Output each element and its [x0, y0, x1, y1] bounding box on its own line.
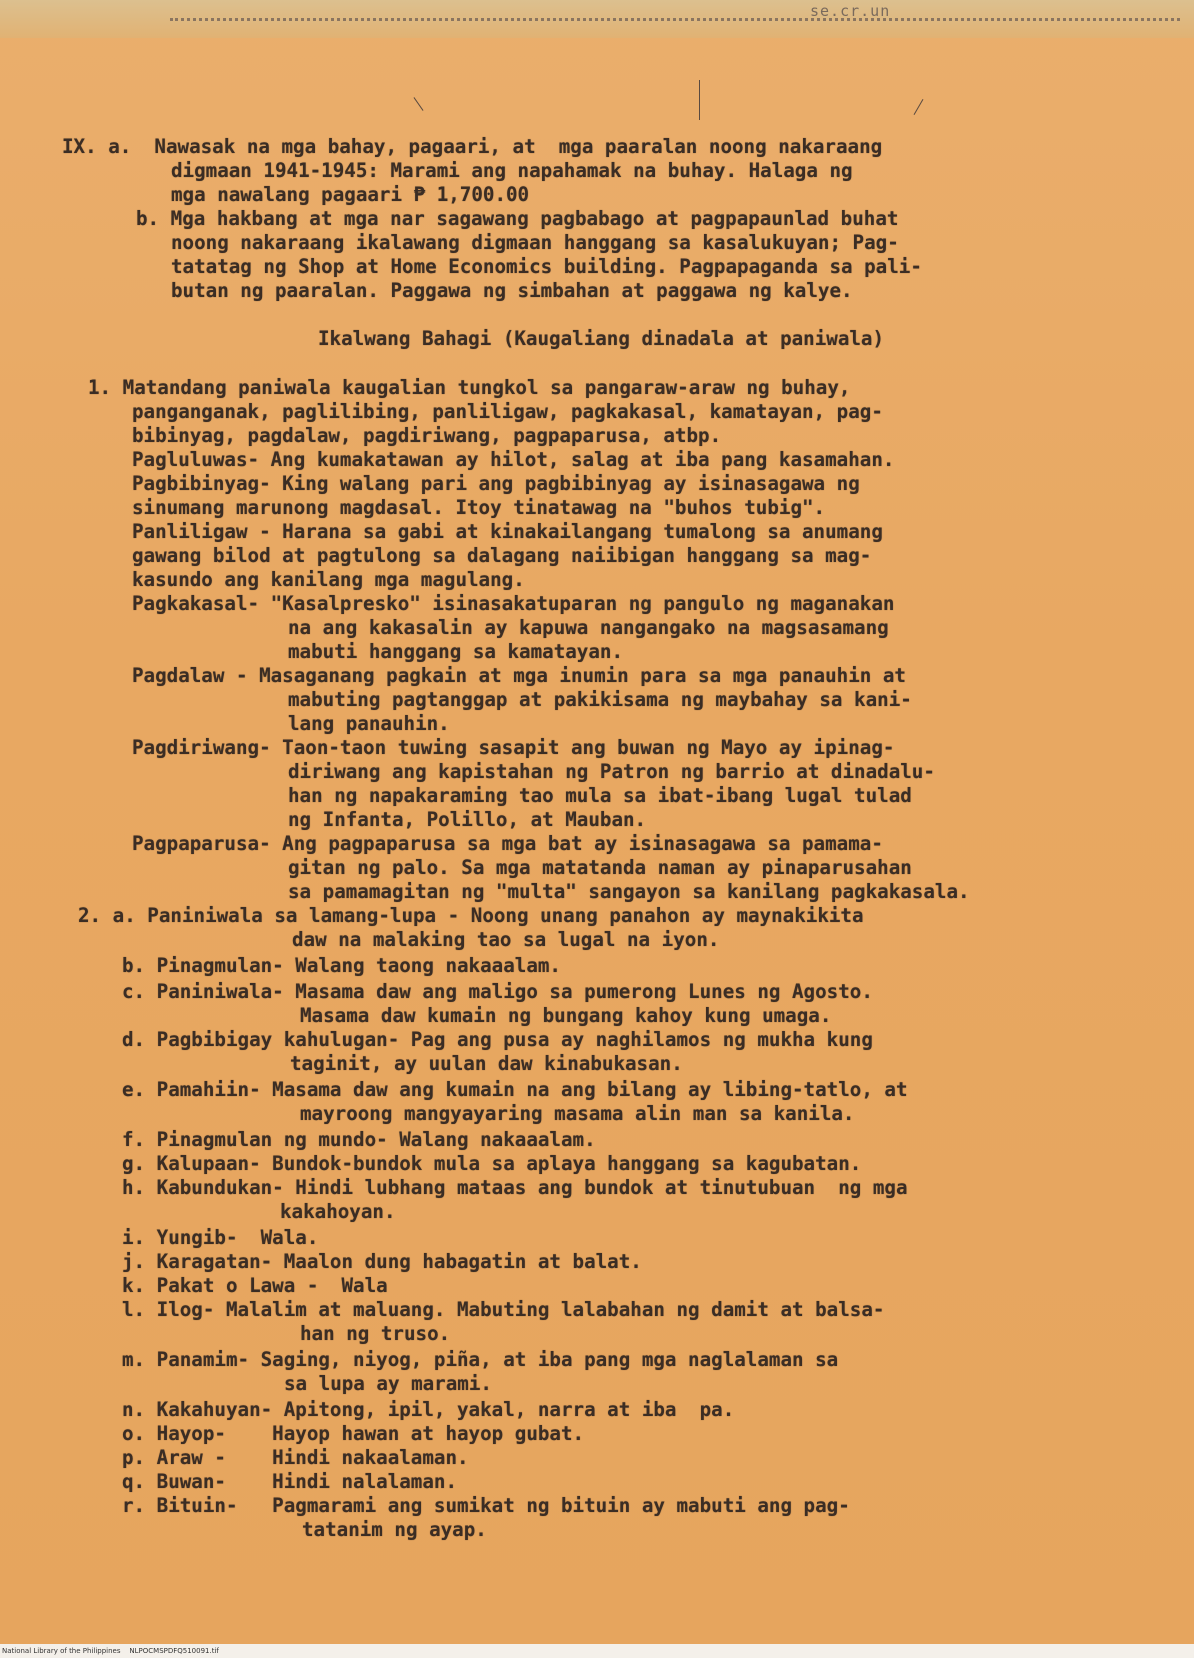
text-line: IX. a. Nawasak na mga bahay, pagaari, at mga paaralan noong nakaraang: [62, 135, 883, 158]
text-line: j. Karagatan- Maalon dung habagatin at balat.: [122, 1250, 642, 1273]
text-line: kasundo ang kanilang mga magulang.: [132, 568, 525, 591]
text-line: daw na malaking tao sa lugal na iyon.: [292, 928, 720, 951]
text-line: ng Infanta, Polillo, at Mauban.: [288, 808, 647, 831]
text-line: d. Pagbibigay kahulugan- Pag ang pusa ay naghilamos ng mukha kung: [122, 1028, 873, 1051]
text-line: han ng napakaraming tao mula sa ibat-ibang lugal tulad: [288, 784, 912, 807]
text-line: f. Pinagmulan ng mundo- Walang nakaaalam.: [122, 1128, 596, 1151]
text-line: 2. a. Paniniwala sa lamang-lupa - Noong unang panahon ay maynakikita: [78, 904, 864, 927]
pencil-mark: [699, 80, 700, 120]
text-line: mabuti hanggang sa kamatayan.: [288, 640, 624, 663]
text-line: noong nakaraang ikalawang digmaan hanggang sa kasalukuyan; Pag-: [171, 231, 899, 254]
text-line: na ang kakasalin ay kapuwa nangangako na magsasamang: [288, 616, 889, 639]
text-line: gitan ng palo. Sa mga matatanda naman ay pinaparusahan: [288, 856, 912, 879]
text-line: c. Paniniwala- Masama daw ang maligo sa pumerong Lunes ng Agosto.: [122, 980, 873, 1003]
text-line: q. Buwan- Hindi nalalaman.: [122, 1470, 458, 1493]
text-line: Pagbibinyag- King walang pari ang pagbibinyag ay isinasagawa ng: [132, 472, 860, 495]
text-line: panganganak, paglilibing, panliligaw, pagkakasal, kamatayan, pag-: [132, 400, 883, 423]
text-line: h. Kabundukan- Hindi lubhang mataas ang bundok at tinutubuan ng mga: [122, 1176, 908, 1199]
text-line: Masama daw kumain ng bungang kahoy kung umaga.: [300, 1004, 832, 1027]
text-line: Pagpaparusa- Ang pagpaparusa sa mga bat ay isinasagawa sa pamama-: [132, 832, 883, 855]
text-line: n. Kakahuyan- Apitong, ipil, yakal, narra at iba pa.: [122, 1398, 735, 1421]
text-line: Pagdalaw - Masaganang pagkain at mga inumin para sa mga panauhin at: [132, 664, 906, 687]
text-line: tatanim ng ayap.: [302, 1518, 487, 1541]
text-line: Panliligaw - Harana sa gabi at kinakailangang tumalong sa anumang: [132, 520, 883, 543]
text-line: b. Mga hakbang at mga nar sagawang pagbabago at pagpapaunlad buhat: [136, 207, 899, 230]
text-line: b. Pinagmulan- Walang taong nakaaalam.: [122, 954, 561, 977]
text-line: mabuting pagtanggap at pakikisama ng maybahay sa kani-: [288, 688, 912, 711]
text-line: p. Araw - Hindi nakaalaman.: [122, 1446, 469, 1469]
text-line: m. Panamim- Saging, niyog, piña, at iba pang mga naglalaman sa: [122, 1348, 839, 1371]
text-line: kakahoyan.: [280, 1200, 396, 1223]
text-line: Pagkakasal- "Kasalpresko" isinasakatuparan ng pangulo ng maganakan: [132, 592, 895, 615]
text-line: mga nawalang pagaari ₱ 1,700.00: [171, 183, 530, 206]
text-line: o. Hayop- Hayop hawan at hayop gubat.: [122, 1422, 585, 1445]
text-line: mayroong mangyayaring masama alin man sa kanila.: [300, 1102, 855, 1125]
text-line: taginit, ay uulan daw kinabukasan.: [290, 1052, 683, 1075]
text-line: bibinyag, pagdalaw, pagdiriwang, pagpaparusa, atbp.: [132, 424, 722, 447]
text-line: sinumang marunong magdasal. Itoy tinatawag na "buhos tubig".: [132, 496, 826, 519]
text-line: gawang bilod at pagtulong sa dalagang naiibigan hanggang sa mag-: [132, 544, 872, 567]
text-line: Pagluluwas- Ang kumakatawan ay hilot, salag at iba pang kasamahan.: [132, 448, 895, 471]
text-line: sa lupa ay marami.: [284, 1372, 492, 1395]
text-line: Pagdiriwang- Taon-taon tuwing sasapit ang buwan ng Mayo ay ipinag-: [132, 736, 895, 759]
text-line: r. Bituin- Pagmarami ang sumikat ng bituin ay mabuti ang pag-: [122, 1494, 850, 1517]
text-line: Ikalwang Bahagi (Kaugaliang dinadala at paniwala): [318, 327, 885, 350]
text-line: 1. Matandang paniwala kaugalian tungkol sa pangaraw-araw ng buhay,: [88, 376, 851, 399]
text-line: k. Pakat o Lawa - Wala: [122, 1274, 388, 1297]
text-line: lang panauhin.: [288, 712, 450, 735]
text-line: sa pamamagitan ng "multa" sangayon sa kanilang pagkakasala.: [288, 880, 970, 903]
text-line: l. Ilog- Malalim at maluang. Mabuting lalabahan ng damit at balsa-: [122, 1298, 885, 1321]
top-stamp: se.cr.un: [810, 2, 891, 20]
text-line: diriwang ang kapistahan ng Patron ng barrio at dinadalu-: [288, 760, 935, 783]
text-line: digmaan 1941-1945: Marami ang napahamak na buhay. Halaga ng: [171, 159, 853, 182]
archive-caption: National Library of the Philippines NLPOCMSPDFQ510091.tif: [0, 1644, 1194, 1658]
text-line: g. Kalupaan- Bundok-bundok mula sa aplaya hanggang sa kagubatan.: [122, 1152, 862, 1175]
pencil-mark: [914, 99, 924, 115]
text-line: han ng truso.: [300, 1322, 451, 1345]
perforation-line: [170, 18, 1180, 21]
text-line: e. Pamahiin- Masama daw ang kumain na ang bilang ay libing-tatlo, at: [122, 1078, 908, 1101]
text-line: tatatag ng Shop at Home Economics building. Pagpapaganda sa pali-: [171, 255, 922, 278]
pencil-mark: [414, 97, 424, 111]
text-line: i. Yungib- Wala.: [122, 1226, 319, 1249]
text-line: butan ng paaralan. Paggawa ng simbahan at paggawa ng kalye.: [171, 279, 853, 302]
